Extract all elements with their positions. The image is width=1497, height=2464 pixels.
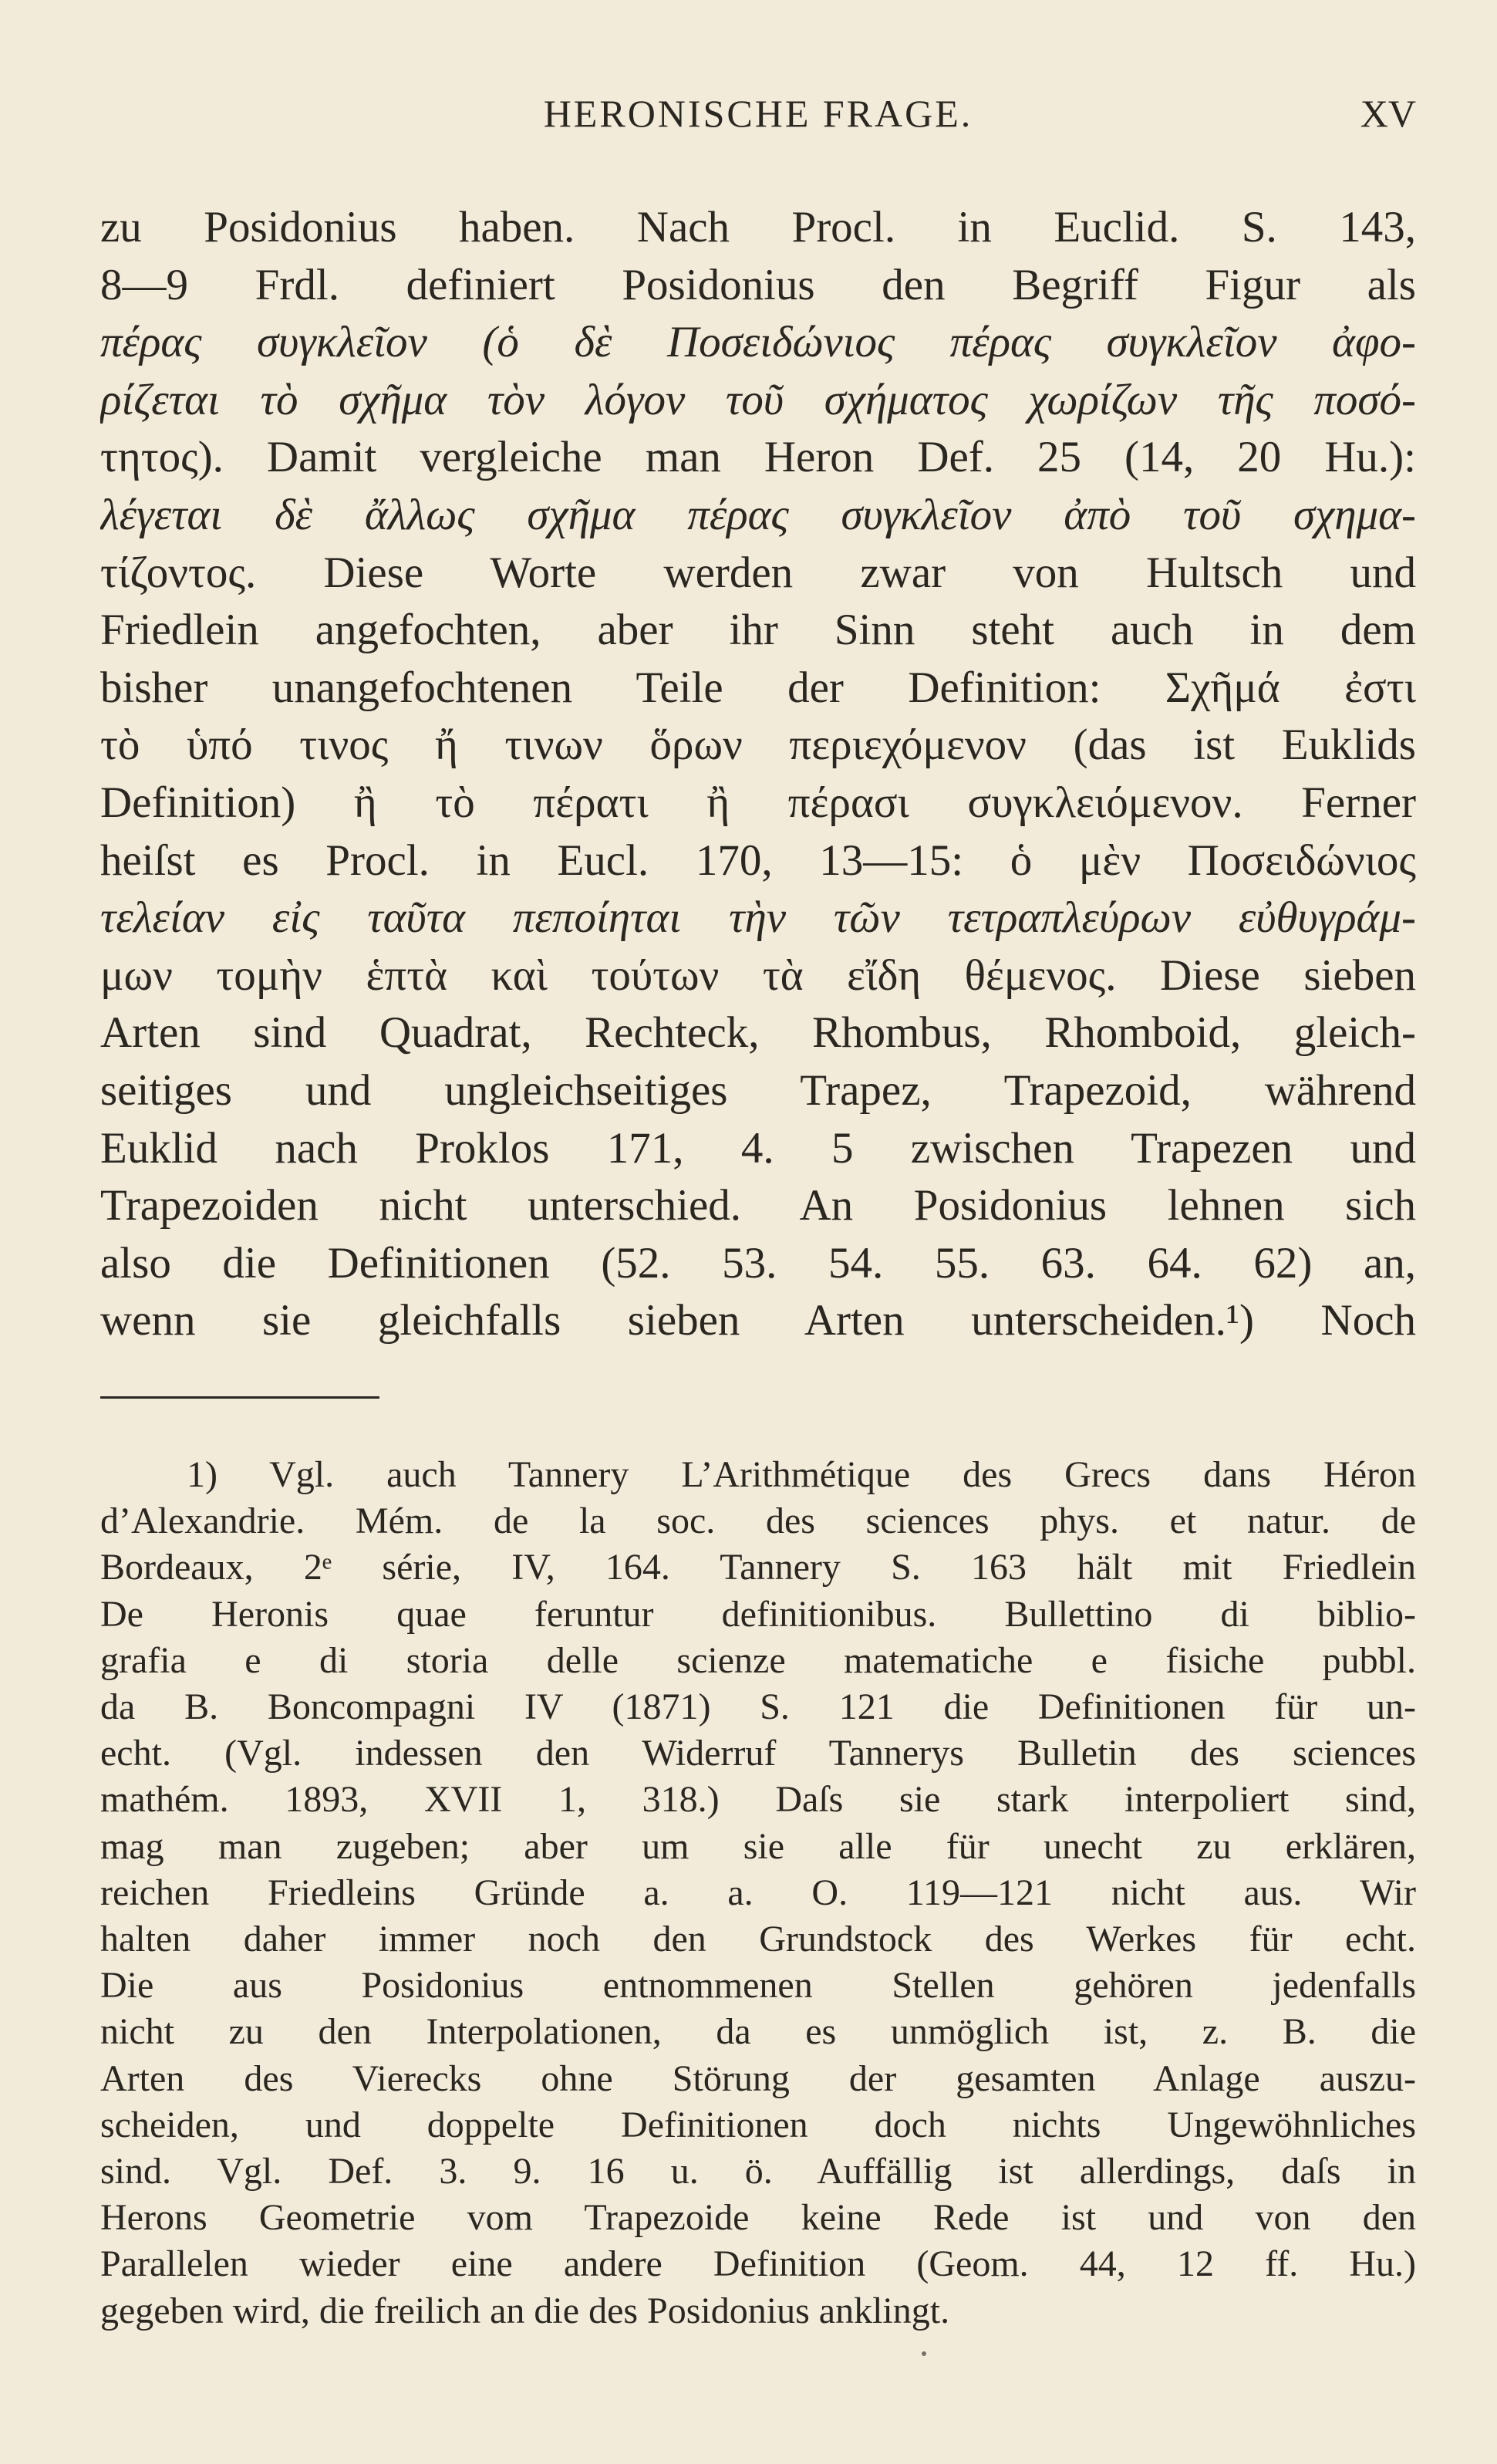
footnote-line: nicht zu den Interpolationen, da es unmöglich ist, z. B. die xyxy=(100,2011,1416,2053)
footnote-line: Arten des Vierecks ohne Störung der gesamten Anlage auszu- xyxy=(100,2057,1416,2099)
footnote-line: grafia e di storia delle scienze matematiche e fisiche pubbl. xyxy=(100,1639,1416,1681)
body-line: πέρας συγκλεῖον (ὁ δὲ Ποσειδώνιος πέρας συγκλεῖον ἀφο- xyxy=(100,318,1416,367)
footnote-line: halten daher immer noch den Grundstock des Werkes für echt. xyxy=(100,1919,1416,1960)
body-line: Definition) ἢ τὸ πέρατι ἢ πέρασι συγκλειόμενον. Ferner xyxy=(100,778,1416,827)
footnote xyxy=(100,1452,1416,2334)
footnote-line: da B. Boncompagni IV (1871) S. 121 die Definitionen für un- xyxy=(100,1686,1416,1728)
footnote-line: reichen Friedleins Gründe a. a. O. 119—121 nicht aus. Wir xyxy=(100,1872,1416,1913)
body-line: 8—9 Frdl. definiert Posidonius den Begriff Figur als xyxy=(100,260,1416,309)
body-line: τελείαν εἰς ταῦτα πεποίηται τὴν τῶν τετραπλεύρων εὐθυγράμ- xyxy=(100,893,1416,943)
footnote-line: Die aus Posidonius entnommenen Stellen gehören jedenfalls xyxy=(100,1965,1416,2007)
footnote-line: scheiden, und doppelte Definitionen doch nichts Ungewöhnliches xyxy=(100,2104,1416,2145)
footnote-line: De Heronis quae feruntur definitionibus. Bullettino di biblio- xyxy=(100,1593,1416,1635)
running-header xyxy=(100,91,1416,145)
footnote-line: Bordeaux, 2ᵉ série, IV, 164. Tannery S. 163 hält mit Friedlein xyxy=(100,1547,1416,1588)
body-line: ρίζεται τὸ σχῆμα τὸν λόγον τοῦ σχήματος χωρίζων τῆς ποσό- xyxy=(100,375,1416,424)
body-line: Friedlein angefochten, aber ihr Sinn steht auch in dem xyxy=(100,606,1416,655)
footnote-line: Herons Geometrie vom Trapezoide keine Rede ist und von den xyxy=(100,2197,1416,2239)
body-line: Euklid nach Proklos 171, 4. 5 zwischen Trapezen und xyxy=(100,1123,1416,1173)
footnote-line: echt. (Vgl. indessen den Widerruf Tannerys Bulletin des sciences xyxy=(100,1733,1416,1774)
footnote-divider xyxy=(100,1396,379,1399)
header-title: HERONISCHE FRAGE. xyxy=(543,92,973,135)
body-line: zu Posidonius haben. Nach Procl. in Euclid. S. 143, xyxy=(100,203,1416,251)
body-line: τίζοντος. Diese Worte werden zwar von Hultsch und xyxy=(100,548,1416,597)
body-line: bisher unangefochtenen Teile der Definition: Σχῆμά ἐστι xyxy=(100,663,1416,712)
main-text xyxy=(100,199,1416,1350)
body-line: λέγεται δὲ ἄλλως σχῆμα πέρας συγκλεῖον ἀπὸ τοῦ σχημα- xyxy=(100,490,1416,539)
body-line: Trapezoiden nicht unterschied. An Posidonius lehnen sich xyxy=(100,1181,1416,1230)
paper-speck xyxy=(922,2351,926,2356)
page-number: XV xyxy=(1360,92,1416,135)
body-line: τητος). Damit vergleiche man Heron Def. 25 (14, 20 Hu.): xyxy=(100,433,1416,482)
body-line: heiſst es Procl. in Eucl. 170, 13—15: ὁ μὲν Ποσειδώνιος xyxy=(100,835,1416,885)
footnote-line: sind. Vgl. Def. 3. 9. 16 u. ö. Auffällig ist allerdings, daſs in xyxy=(100,2151,1416,2192)
footnote-line: mag man zugeben; aber um sie alle für unecht zu erklären, xyxy=(100,1825,1416,1867)
footnote-line: mathém. 1893, XVII 1, 318.) Daſs sie stark interpoliert sind, xyxy=(100,1779,1416,1821)
body-line: wenn sie gleichfalls sieben Arten unterscheiden.¹) Noch xyxy=(100,1296,1416,1345)
body-line: τὸ ὑπό τινος ἤ τινων ὅρων περιεχόμενον (das ist Euklids xyxy=(100,721,1416,770)
footnote-line: gegeben wird, die freilich an die des Posidonius anklingt. xyxy=(100,2290,950,2331)
footnote-line: 1) Vgl. auch Tannery L’Arithmétique des Grecs dans Héron xyxy=(187,1454,1416,1495)
body-line: seitiges und ungleichseitiges Trapez, Trapezoid, während xyxy=(100,1065,1416,1115)
footnote-line: d’Alexandrie. Mém. de la soc. des sciences phys. et natur. de xyxy=(100,1500,1416,1542)
body-line: also die Definitionen (52. 53. 54. 55. 63. 64. 62) an, xyxy=(100,1238,1416,1288)
footnote-line: Parallelen wieder eine andere Definition (Geom. 44, 12 ff. Hu.) xyxy=(100,2243,1416,2285)
body-line: Arten sind Quadrat, Rechteck, Rhombus, Rhomboid, gleich- xyxy=(100,1008,1416,1058)
body-line: μων τομὴν ἑπτὰ καὶ τούτων τὰ εἴδη θέμενος. Diese sieben xyxy=(100,950,1416,1000)
